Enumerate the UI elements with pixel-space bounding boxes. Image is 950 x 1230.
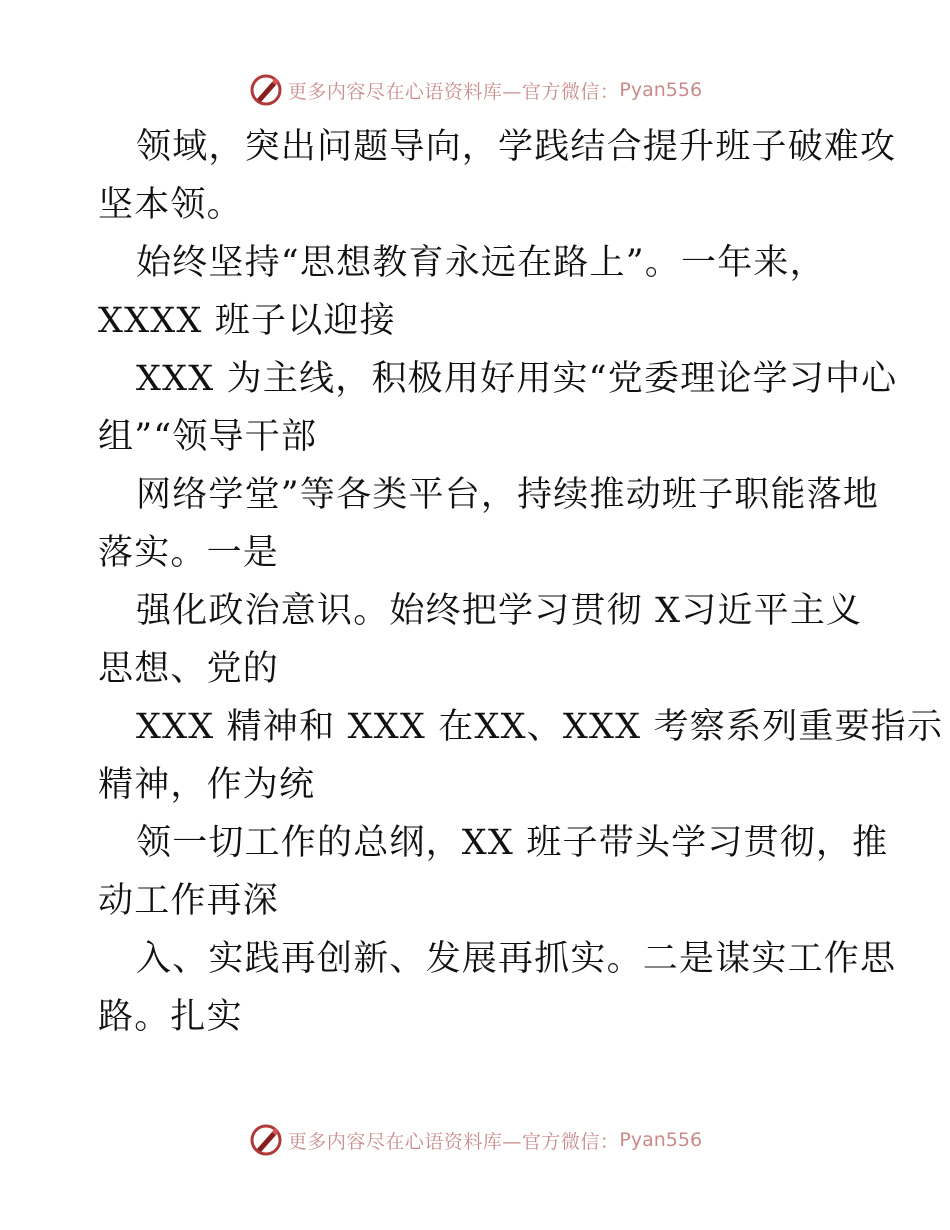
text-line: 精神，作为统 [98, 765, 316, 805]
text-line: 动工作再深 [98, 881, 280, 921]
pen-in-circle-icon [248, 1122, 284, 1158]
text-line: 思想、党的 [98, 649, 280, 689]
text-line: 路。扎实 [98, 997, 243, 1037]
text-line: XXXX 班子以迎接 [98, 301, 396, 341]
text-line: 网络学堂”等各类平台，持续推动班子职能落地 [136, 475, 880, 515]
text-line: 入、实践再创新、发展再抓实。二是谋实工作思 [136, 939, 897, 979]
text-line: 坚本领。 [98, 185, 243, 225]
watermark-id: Pyan556 [619, 79, 703, 101]
footer-watermark [0, 1120, 950, 1160]
watermark-id: Pyan556 [619, 1129, 703, 1151]
text-line: XXX 精神和 XXX 在XX、XXX 考察系列重要指示 [136, 707, 944, 747]
text-line: XXX 为主线，积极用好用实“党委理论学习中心 [136, 359, 898, 399]
text-line: 始终坚持“思想教育永远在路上”。一年来， [136, 243, 826, 283]
text-line: 落实。一是 [98, 533, 280, 573]
text-line: 组”“领导干部 [98, 417, 318, 457]
text-line: 领域，突出问题导向，学践结合提升班子破难攻 [136, 127, 897, 167]
pen-in-circle-icon [248, 72, 284, 108]
text-line: 领一切工作的总纲，XX 班子带头学习贯彻，推 [136, 823, 889, 863]
watermark-text: 更多内容尽在心语资料库—官方微信： [287, 80, 620, 103]
text-line: 强化政治意识。始终把学习贯彻 X习近平主义 [136, 591, 863, 631]
document-body [98, 118, 944, 1046]
watermark-text: 更多内容尽在心语资料库—官方微信： [287, 1130, 620, 1153]
header-watermark [0, 70, 950, 110]
